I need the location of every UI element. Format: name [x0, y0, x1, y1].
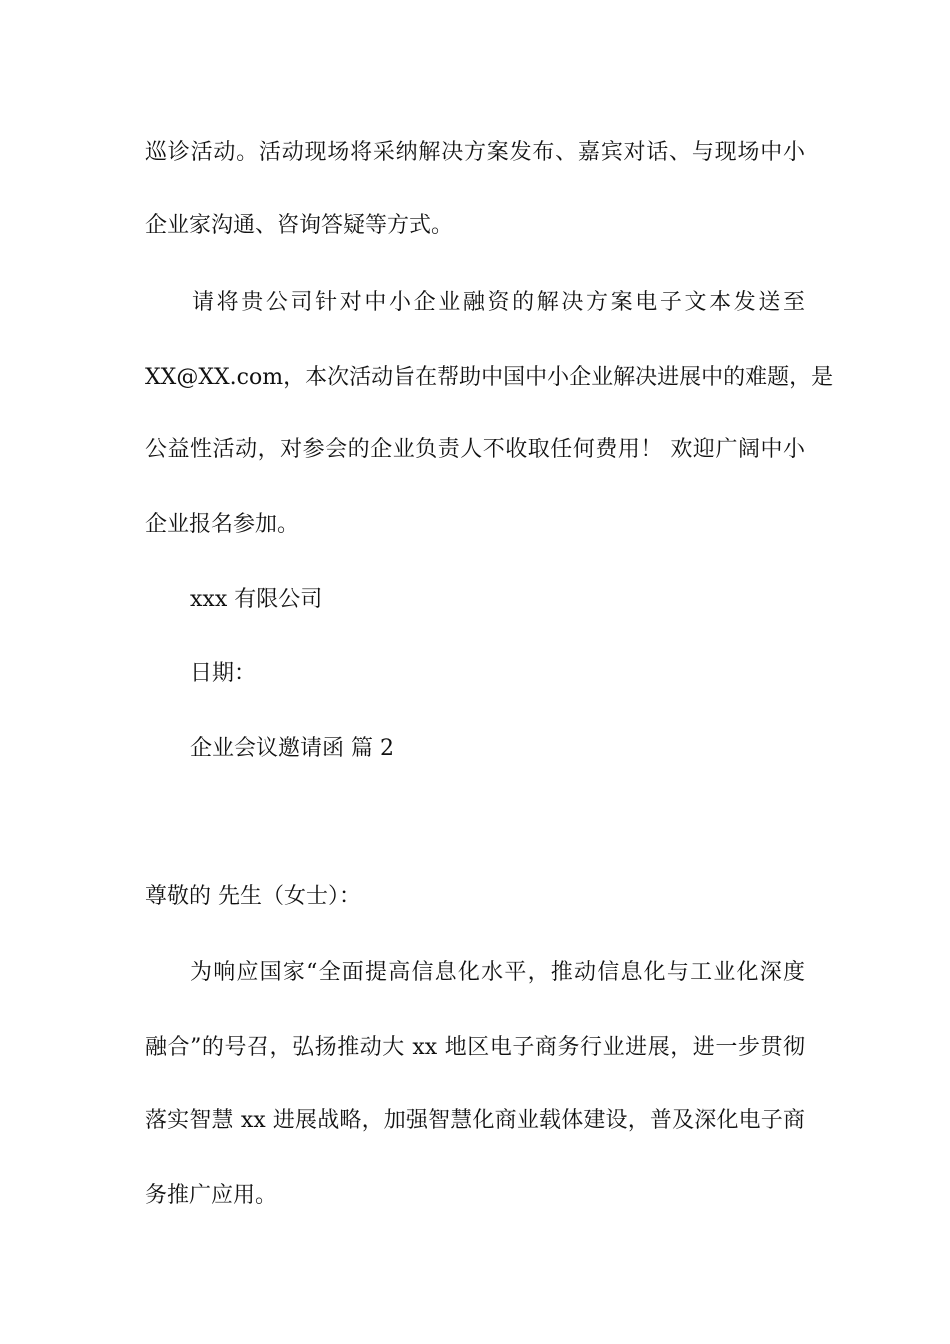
- company-name: xxx 有限公司: [190, 587, 323, 612]
- paragraph-line: 企业报名参加。: [145, 512, 300, 537]
- paragraph-line: 融合”的号召，弘扬推动大 xx 地区电子商务行业进展，进一步贯彻: [145, 1035, 805, 1060]
- paragraph-line: 企业家沟通、咨询答疑等方式。: [145, 213, 454, 238]
- paragraph-line: XX@XX.com，本次活动旨在帮助中国中小企业解决进展中的难题，是: [145, 365, 834, 390]
- paragraph-line: 落实智慧 xx 进展战略，加强智慧化商业载体建设，普及深化电子商: [145, 1108, 805, 1133]
- date-label: 日期：: [190, 661, 257, 686]
- paragraph-line: 巡诊活动。活动现场将采纳解决方案发布、嘉宾对话、与现场中小: [145, 140, 805, 165]
- paragraph-line: 务推广应用。: [145, 1183, 278, 1208]
- paragraph-line: 公益性活动，对参会的企业负责人不收取任何费用！ 欢迎广阔中小: [145, 437, 805, 462]
- paragraph-line: 请将贵公司针对中小企业融资的解决方案电子文本发送至: [192, 290, 805, 315]
- paragraph-line: 为响应国家“全面提高信息化水平，推动信息化与工业化深度: [190, 960, 805, 985]
- section-title: 企业会议邀请函 篇 2: [190, 736, 394, 761]
- salutation: 尊敬的 先生（女士）：: [145, 884, 361, 909]
